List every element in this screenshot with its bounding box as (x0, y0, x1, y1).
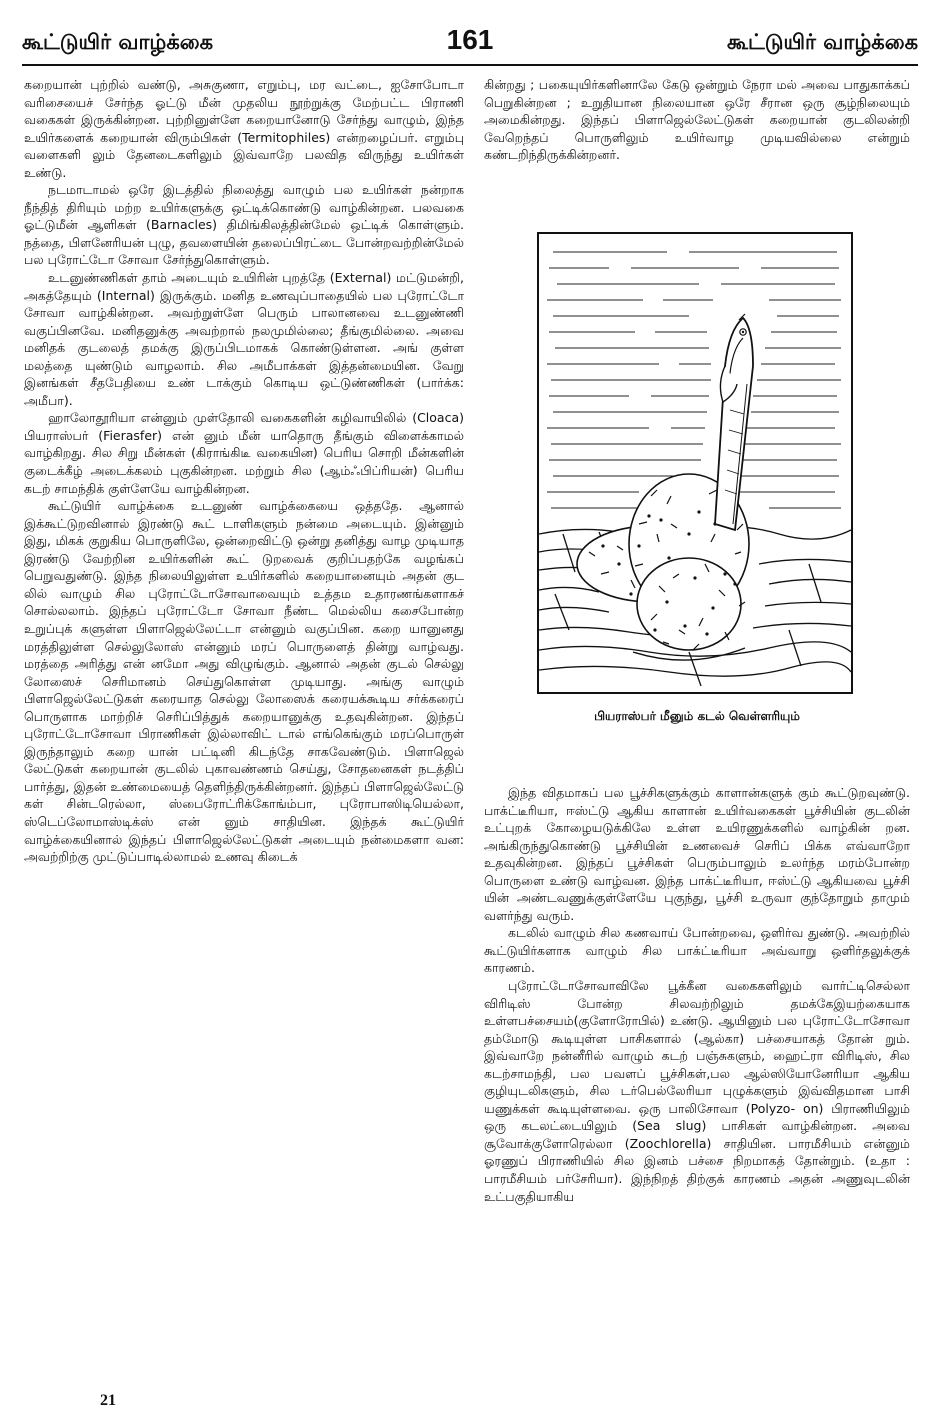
paragraph: நடமாடாமல் ஒரே இடத்தில் நிலைத்து வாழும் பல உயிர்கள் நன்றாக நீந்தித் திரியும் மற்ற உயிர்களுக்கு ஒட்டிக்கொண்டு வாழ்கின்றன. பலவகை ஓட்டுமீன் ஆளிகள் (Barnacles) திமிங்கிலத்தின்மேல் ஒட்டிக் கொள்ளும். நத்தை, பிளனேரியன் புழு, தவளையின் தலைப்பிரட்டை போன்றவற்றின்மேல் பல புரோட்டோ சோவா சேர்ந்துகொள்ளும். (24, 182, 464, 268)
paragraph: கறையான் புற்றில் வண்டு, அசுகுணா, எறும்பு, மர வட்டை, ஐசோபோடா வரிசையைச் சேர்ந்த ஓட்டு மீன் முதலிய நூற்றுக்கு மேற்பட்ட பிராணி வகைகள் இருக்கின்றன. புற்றினுள்ளே கறையானோடு சேர்ந்து வாழும், இந்த உயிர்களைக் கறையான் விரும்பிகள் (Termitophiles) என்றழைப்பர். எறும்பு வளைகளி லும் தேனடைகளிலும் இவ்வாறே பலவித விருந்து உயிர்கள் உண்டு. (24, 77, 464, 180)
fierasfer-sea-cucumber-illustration (537, 232, 853, 694)
illustration-svg (539, 234, 851, 692)
right-column-top (484, 76, 910, 164)
paragraph: கூட்டுயிர் வாழ்க்கை உடனுண் வாழ்க்கையை ஒத்ததே. ஆனால் இக்கூட்டுறவினால் இரண்டு கூட் டாளிகளும் நன்மை அடையும். இன்னும் இது, மிகக் குறுகிய பொருளிலே, ஒன்றைவிட்டு ஒன்று தனித்து வாழ முடியாத இரண்டு வேற்றின உயிர்களின் கூட் டுறவைக் குறிப்பதற்கே வழங்கப் பெறுவதுண்டு. இந்த நிலையிலுள்ள உயிர்களில் கறையானையும் அதன் குட லில் வாழும் சில புரோட்டோசோவாவையும் உத்தம உதாரணங்களாகச் சொல்லலாம். இந்தப் புரோட்டோ சோவா நீண்ட மெல்லிய கசைபோன்ற உறுப்புக் களுள்ள பிளாஜெல்லேட்டா என்னும் வகுப்பின. கறை யானுனது மரத்திலுள்ள செல்லுலோஸ் என்னும் மரப் பொருளைத் தின்று வாழ்வது. மரத்தை அரித்து என் னமோ அது விழுங்கும். ஆனால் அதன் குடல் செல்லு லோஸைச் செரிமானம் செய்துகொள்ள முடியாது. அங்கு வாழும் பிளாஜெல்லேட்டுகள் கரையாத செல்லு லோஸைக் கரையக்கூடிய சர்க்கரைப் பொருளாக மாற்றிச் செரிப்பித்துக் கறையானுக்கு உதவுகின்றன. இந்தப் புரோட்டோசோவா பிராணிகள் இல்லாவிட் டால் எங்கெங்கும் மரப்பொருள் இருந்தாலும் கறை யான் பட்டினி கிடந்தே சாகவேண்டும். பிளாஜெல் லேட்டுகள் கறையான் குடலில் புகாவண்ணம் செய்து, சோதனைகள் நடத்திப் பார்த்து, இதன் உண்மையைத் தெளிந்திருக்கின்றனர். இந்தப் பிளாஜெல்லேட்டு கள் சின்டரெல்லா, ஸ்பைரோட்ரிக்கோங்ம்பா, புரோபாஸிடியெல்லா, ஸ்டெப்லோமாஸ்டிக்ஸ் என் னும் சாதியின. இந்தக் கூட்டுயிர் வாழ்க்கையினால் இந்தப் பிளாஜெல்லேட்டுகள் அடையும் நன்மைகளா வன: அவற்றிற்கு முட்டுப்பாடில்லாமல் உணவு கிடைக் (24, 498, 464, 865)
paragraph: கின்றது ; பகையுயிர்களினாலே கேடு ஒன்றும் நேரா மல் அவை பாதுகாக்கப் பெறுகின்றன ; உறுதியான நிலையான ஒரே சீரான ஒரு சூழ்நிலையும் அமைகின்றது. இந்தப் பிளாஜெல்லேட்டுகள் கறையான் குடலிலன்றி வேறெந்தப் பொருளிலும் உயிர்வாழ முடியவில்லை என்றும் கண்டறிந்திருக்கின்றனர். (484, 77, 910, 163)
figure-caption: பியராஸ்பர் மீனும் கடல் வெள்ளரியும் (594, 709, 800, 723)
paragraph: இந்த விதமாகப் பல பூச்சிகளுக்கும் காளான்களுக் கும் கூட்டுறவுண்டு. பாக்ட்டீரியா, ஈஸ்ட்டு ஆகிய காளான் உயிர்வகைகள் பூச்சியின் குடலின் உட்புறக் கோழையடுக்கிலே உள்ள உயிரணுக்களில் வாழ்கின் றன. அங்கிருந்துகொண்டு பூச்சியின் உணவைச் செரிப் பிக்க எவ்வாறோ உதவுகின்றன. இந்தப் பூச்சிகள் பெரும்பாலும் உலர்ந்த மரம்போன்ற பொருளை உண்டு வாழ்வன. இந்த பாக்ட்டீரியா, ஈஸ்ட்டு ஆகியவை பூச்சி யின் அண்டவணுக்குள்ளேயே புகுந்து, பூச்சி உருவா குந்தோறும் தாமும் வளர்ந்து வரும். (484, 785, 910, 923)
paragraph: கடலில் வாழும் சில கணவாய் போன்றவை, ஒளிர்வ துண்டு. அவற்றில் கூட்டுயிர்களாக வாழும் சில பாக்ட்டீரியா அவ்வாறு ஒளிர்தலுக்குக் காரணம். (484, 925, 910, 976)
paragraph: புரோட்டோசோவாவிலே பூக்கீன வகைகளிலும் வார்ட்டிசெல்லா விரிடிஸ் போன்ற சிலவற்றிலும் தமக்கேஇயற்கையாக உள்ளபச்சையம்(குளோரோபில்) உண்டு. ஆயினும் பல புரோட்டோசோவா தம்மோடு கூடியுள்ள பாசிகளால் (ஆல்கா) பச்சையாகத் தோன் றும். இவ்வாறே நன்னீரில் வாழும் கடற் பஞ்சுகளும், ஹைட்ரா விரிடிஸ், சில கடற்சாமந்தி, பல பவளப் பூச்சிகள்,பல ஆல்ஸியோனேரியா ஆகிய குழியுடலிகளும், சில டர்பெல்லேரியா புழுக்களும் இவ்விதமான பாசி யணுக்கள் கூடியுள்ளவை. ஒரு பாலிசோவா (Polyzo- on) பிராணியிலும் ஒரு கடலட்டையிலும் (Sea slug) பாசிகள் வாழ்கின்றன. அவை சூவோக்குளோரெல்லா (Zoochlorella) சாதியின. பாரமீசியம் என்னும் ஓரணுப் பிராணியில் சில இனம் பச்சை நிறமாகத் தோன்றும். (உதா : பாரமீசியம் பர்சேரியா). இந்நிறத் திற்குக் காரணம் அதன் அணுவுடலின் உட்பகுதியாகிய (484, 978, 910, 1204)
fierasfer-fish (715, 314, 753, 530)
header-left-title: கூட்டுயிர் வாழ்க்கை (22, 30, 214, 54)
page-number: 161 (446, 24, 494, 55)
right-column-bottom (484, 784, 910, 1205)
running-header (22, 24, 918, 66)
folio-number: 21 (100, 1392, 116, 1409)
paragraph: ஹாலோதூரியா என்னும் முள்தோலி வகைகளின் கழிவாயிலில் (Cloaca) பியராஸ்பர் (Fierasfer) என் னும் மீன் யாதொரு தீங்கும் விளைக்காமல் வாழ்கிறது. சில சிறு மீன்கள் (கிராங்கிடீ வகையின) பெரிய சொறி மீன்களின் குடைக்கீழ் அடைக்கலம் புகுகின்றன. மற்றும் சில (ஆம்ஃபிப்ரியன்) பெரிய கடற் சாமந்திக் குள்ளேயே வாழ்கின்றன. (24, 410, 464, 496)
left-column (24, 76, 464, 866)
header-right-title: கூட்டுயிர் வாழ்க்கை (726, 30, 918, 54)
paragraph: உடனுண்ணிகள் தாம் அடையும் உயிரின் புறத்தே (External) மட்டுமன்றி, அகத்தேயும் (Internal) இருக்கும். மனித உணவுப்பாதையில் பல புரோட்டோ சோவா வாழ்கின்றன. அவற்றுள்ளே பெரும் பாலானவை உடனுண்ணி வகுப்பினவே. மனிதனுக்கு அவற்றால் நலமுமில்லை; தீங்குமில்லை. அவை மனிதக் குடலைத் தமக்கு இருப்பிடமாகக் கொண்டுள்ளன. அங் குள்ள மலத்தை யுண்டும் வாழலாம். சில அமீபாக்கள் இத்தன்மையின. வேறு இனங்கள் சீதபேதியை உண் டாக்கும் கொடிய ஒட்டுண்ணிகள் (பார்க்க: அமீபா). (24, 270, 464, 408)
